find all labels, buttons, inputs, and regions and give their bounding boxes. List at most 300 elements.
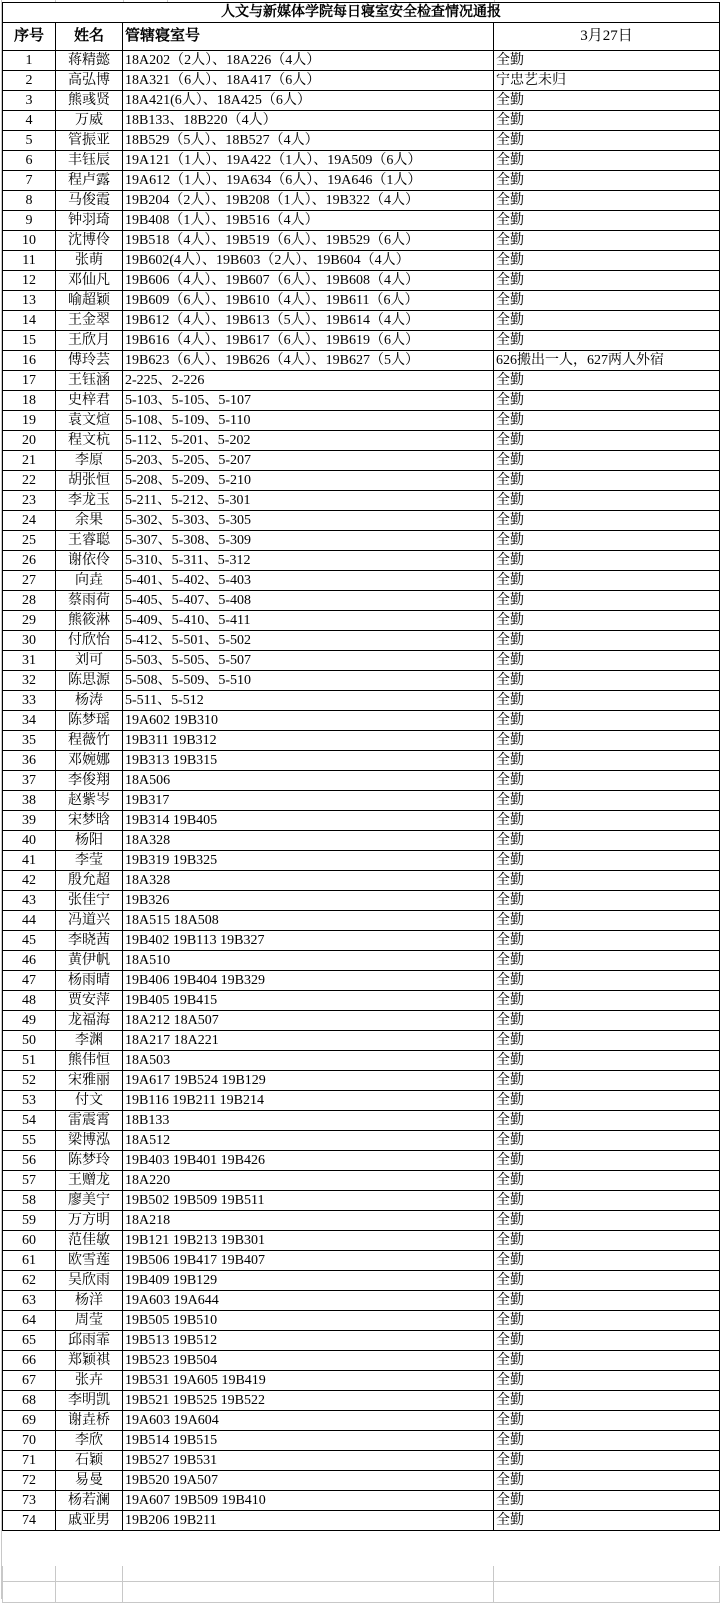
row-index-cell[interactable]: 56 [3, 1151, 56, 1171]
row-status-cell[interactable]: 全勤 [494, 1391, 720, 1411]
row-status-cell[interactable]: 宁忠艺未归 [494, 71, 720, 91]
row-rooms-cell[interactable]: 19B514 19B515 [123, 1431, 494, 1451]
row-rooms-cell[interactable]: 19B408（1人）、19B516（4人） [123, 211, 494, 231]
row-name-cell[interactable]: 陈梦玲 [56, 1151, 123, 1171]
row-status-cell[interactable]: 全勤 [494, 1371, 720, 1391]
report-title-cell[interactable]: 人文与新媒体学院每日寝室安全检查情况通报 [3, 3, 720, 23]
row-name-cell[interactable]: 梁博泓 [56, 1131, 123, 1151]
row-name-cell[interactable]: 李俊翔 [56, 771, 123, 791]
row-index-cell[interactable]: 6 [3, 151, 56, 171]
row-index-cell[interactable]: 27 [3, 571, 56, 591]
row-status-cell[interactable]: 全勤 [494, 491, 720, 511]
row-status-cell[interactable]: 全勤 [494, 1311, 720, 1331]
row-index-cell[interactable]: 51 [3, 1051, 56, 1071]
row-rooms-cell[interactable]: 19B521 19B525 19B522 [123, 1391, 494, 1411]
row-status-cell[interactable]: 626搬出一人，627两人外宿 [494, 351, 720, 371]
row-name-cell[interactable]: 喻超颖 [56, 291, 123, 311]
row-status-cell[interactable]: 全勤 [494, 931, 720, 951]
row-status-cell[interactable]: 全勤 [494, 631, 720, 651]
row-index-cell[interactable]: 35 [3, 731, 56, 751]
row-name-cell[interactable]: 李晓茜 [56, 931, 123, 951]
row-index-cell[interactable]: 41 [3, 851, 56, 871]
row-rooms-cell[interactable]: 19B609（6人）、19B610（4人）、19B611（6人） [123, 291, 494, 311]
row-index-cell[interactable]: 64 [3, 1311, 56, 1331]
row-status-cell[interactable]: 全勤 [494, 1331, 720, 1351]
row-name-cell[interactable]: 万方明 [56, 1211, 123, 1231]
row-name-cell[interactable]: 吴欣雨 [56, 1271, 123, 1291]
row-index-cell[interactable]: 47 [3, 971, 56, 991]
row-status-cell[interactable]: 全勤 [494, 251, 720, 271]
row-index-cell[interactable]: 25 [3, 531, 56, 551]
row-name-cell[interactable]: 范佳敏 [56, 1231, 123, 1251]
row-index-cell[interactable]: 36 [3, 751, 56, 771]
row-status-cell[interactable]: 全勤 [494, 1191, 720, 1211]
row-name-cell[interactable]: 李渊 [56, 1031, 123, 1051]
row-name-cell[interactable]: 沈博伶 [56, 231, 123, 251]
row-rooms-cell[interactable]: 18A218 [123, 1211, 494, 1231]
row-status-cell[interactable]: 全勤 [494, 391, 720, 411]
row-status-cell[interactable]: 全勤 [494, 951, 720, 971]
row-rooms-cell[interactable]: 19B506 19B417 19B407 [123, 1251, 494, 1271]
row-rooms-cell[interactable]: 19B319 19B325 [123, 851, 494, 871]
row-index-cell[interactable]: 11 [3, 251, 56, 271]
row-rooms-cell[interactable]: 19A612（1人）、19A634（6人）、19A646（1人） [123, 171, 494, 191]
row-rooms-cell[interactable]: 5-508、5-509、5-510 [123, 671, 494, 691]
row-status-cell[interactable]: 全勤 [494, 1131, 720, 1151]
row-name-cell[interactable]: 蔡雨荷 [56, 591, 123, 611]
row-name-cell[interactable]: 马俊霞 [56, 191, 123, 211]
row-name-cell[interactable]: 郑颖祺 [56, 1351, 123, 1371]
row-rooms-cell[interactable]: 19B116 19B211 19B214 [123, 1091, 494, 1111]
row-name-cell[interactable]: 戚亚男 [56, 1511, 123, 1531]
row-name-cell[interactable]: 丰钰辰 [56, 151, 123, 171]
row-rooms-cell[interactable]: 19B403 19B401 19B426 [123, 1151, 494, 1171]
row-status-cell[interactable]: 全勤 [494, 151, 720, 171]
row-index-cell[interactable]: 53 [3, 1091, 56, 1111]
row-index-cell[interactable]: 16 [3, 351, 56, 371]
row-name-cell[interactable]: 宋雅丽 [56, 1071, 123, 1091]
row-rooms-cell[interactable]: 5-208、5-209、5-210 [123, 471, 494, 491]
row-status-cell[interactable]: 全勤 [494, 791, 720, 811]
row-index-cell[interactable]: 12 [3, 271, 56, 291]
row-name-cell[interactable]: 王金翠 [56, 311, 123, 331]
row-index-cell[interactable]: 10 [3, 231, 56, 251]
row-index-cell[interactable]: 55 [3, 1131, 56, 1151]
row-index-cell[interactable]: 71 [3, 1451, 56, 1471]
row-index-cell[interactable]: 14 [3, 311, 56, 331]
row-status-cell[interactable]: 全勤 [494, 651, 720, 671]
row-rooms-cell[interactable]: 5-412、5-501、5-502 [123, 631, 494, 651]
row-rooms-cell[interactable]: 5-503、5-505、5-507 [123, 651, 494, 671]
row-rooms-cell[interactable]: 5-103、5-105、5-107 [123, 391, 494, 411]
row-name-cell[interactable]: 胡张恒 [56, 471, 123, 491]
row-index-cell[interactable]: 60 [3, 1231, 56, 1251]
row-name-cell[interactable]: 刘可 [56, 651, 123, 671]
row-status-cell[interactable]: 全勤 [494, 871, 720, 891]
row-rooms-cell[interactable]: 5-203、5-205、5-207 [123, 451, 494, 471]
row-status-cell[interactable]: 全勤 [494, 671, 720, 691]
row-status-cell[interactable]: 全勤 [494, 1431, 720, 1451]
row-rooms-cell[interactable]: 5-405、5-407、5-408 [123, 591, 494, 611]
row-index-cell[interactable]: 20 [3, 431, 56, 451]
row-rooms-cell[interactable]: 19A607 19B509 19B410 [123, 1491, 494, 1511]
row-name-cell[interactable]: 王欣月 [56, 331, 123, 351]
row-rooms-cell[interactable]: 19B623（6人）、19B626（4人）、19B627（5人） [123, 351, 494, 371]
row-name-cell[interactable]: 黄伊帆 [56, 951, 123, 971]
row-status-cell[interactable]: 全勤 [494, 991, 720, 1011]
row-status-cell[interactable]: 全勤 [494, 111, 720, 131]
row-name-cell[interactable]: 廖美宁 [56, 1191, 123, 1211]
row-status-cell[interactable]: 全勤 [494, 231, 720, 251]
row-rooms-cell[interactable]: 19B523 19B504 [123, 1351, 494, 1371]
row-status-cell[interactable]: 全勤 [494, 131, 720, 151]
row-rooms-cell[interactable]: 18A328 [123, 831, 494, 851]
row-name-cell[interactable]: 殷允超 [56, 871, 123, 891]
row-index-cell[interactable]: 15 [3, 331, 56, 351]
row-index-cell[interactable]: 67 [3, 1371, 56, 1391]
row-rooms-cell[interactable]: 19B402 19B113 19B327 [123, 931, 494, 951]
row-index-cell[interactable]: 30 [3, 631, 56, 651]
row-name-cell[interactable]: 张萌 [56, 251, 123, 271]
row-status-cell[interactable]: 全勤 [494, 1031, 720, 1051]
row-rooms-cell[interactable]: 5-302、5-303、5-305 [123, 511, 494, 531]
row-index-cell[interactable]: 49 [3, 1011, 56, 1031]
row-name-cell[interactable]: 付欣怡 [56, 631, 123, 651]
row-rooms-cell[interactable]: 19A121（1人）、19A422（1人）、19A509（6人） [123, 151, 494, 171]
row-rooms-cell[interactable]: 18A328 [123, 871, 494, 891]
row-status-cell[interactable]: 全勤 [494, 531, 720, 551]
header-cell-name[interactable]: 姓名 [56, 23, 123, 51]
row-status-cell[interactable]: 全勤 [494, 1271, 720, 1291]
row-index-cell[interactable]: 40 [3, 831, 56, 851]
row-status-cell[interactable]: 全勤 [494, 551, 720, 571]
row-status-cell[interactable]: 全勤 [494, 311, 720, 331]
row-name-cell[interactable]: 邓婉娜 [56, 751, 123, 771]
row-status-cell[interactable]: 全勤 [494, 1051, 720, 1071]
row-status-cell[interactable]: 全勤 [494, 171, 720, 191]
row-rooms-cell[interactable]: 18A421(6人）、18A425（6人） [123, 91, 494, 111]
row-rooms-cell[interactable]: 19B531 19A605 19B419 [123, 1371, 494, 1391]
row-status-cell[interactable]: 全勤 [494, 591, 720, 611]
row-index-cell[interactable]: 42 [3, 871, 56, 891]
empty-cell[interactable] [494, 1566, 720, 1581]
row-status-cell[interactable]: 全勤 [494, 1491, 720, 1511]
row-status-cell[interactable]: 全勤 [494, 831, 720, 851]
row-index-cell[interactable]: 18 [3, 391, 56, 411]
row-status-cell[interactable]: 全勤 [494, 691, 720, 711]
row-name-cell[interactable]: 张佳宁 [56, 891, 123, 911]
row-name-cell[interactable]: 雷震霄 [56, 1111, 123, 1131]
row-rooms-cell[interactable]: 19B206 19B211 [123, 1511, 494, 1531]
row-name-cell[interactable]: 袁文煊 [56, 411, 123, 431]
header-cell-date[interactable]: 3月27日 [494, 23, 720, 51]
row-name-cell[interactable]: 万威 [56, 111, 123, 131]
row-status-cell[interactable]: 全勤 [494, 751, 720, 771]
row-status-cell[interactable]: 全勤 [494, 1291, 720, 1311]
row-rooms-cell[interactable]: 18A321（6人）、18A417（6人） [123, 71, 494, 91]
row-rooms-cell[interactable]: 18A212 18A507 [123, 1011, 494, 1031]
row-status-cell[interactable]: 全勤 [494, 1071, 720, 1091]
row-status-cell[interactable]: 全勤 [494, 1251, 720, 1271]
row-index-cell[interactable]: 31 [3, 651, 56, 671]
row-name-cell[interactable]: 余果 [56, 511, 123, 531]
row-status-cell[interactable]: 全勤 [494, 271, 720, 291]
row-rooms-cell[interactable]: 19B513 19B512 [123, 1331, 494, 1351]
empty-cell[interactable] [3, 1566, 56, 1581]
row-name-cell[interactable]: 李龙玉 [56, 491, 123, 511]
row-name-cell[interactable]: 李明凯 [56, 1391, 123, 1411]
row-name-cell[interactable]: 熊伟恒 [56, 1051, 123, 1071]
row-index-cell[interactable]: 44 [3, 911, 56, 931]
row-index-cell[interactable]: 46 [3, 951, 56, 971]
header-cell-index[interactable]: 序号 [3, 23, 56, 51]
row-index-cell[interactable]: 23 [3, 491, 56, 511]
row-name-cell[interactable]: 王睿聪 [56, 531, 123, 551]
row-rooms-cell[interactable]: 19B527 19B531 [123, 1451, 494, 1471]
row-rooms-cell[interactable]: 18A202（2人）、18A226（4人） [123, 51, 494, 71]
row-index-cell[interactable]: 72 [3, 1471, 56, 1491]
row-name-cell[interactable]: 陈思源 [56, 671, 123, 691]
row-name-cell[interactable]: 易曼 [56, 1471, 123, 1491]
row-index-cell[interactable]: 65 [3, 1331, 56, 1351]
row-index-cell[interactable]: 52 [3, 1071, 56, 1091]
row-rooms-cell[interactable]: 19B204（2人）、19B208（1人）、19B322（4人） [123, 191, 494, 211]
row-name-cell[interactable]: 杨洋 [56, 1291, 123, 1311]
row-name-cell[interactable]: 管振亚 [56, 131, 123, 151]
row-rooms-cell[interactable]: 19B518（4人）、19B519（6人）、19B529（6人） [123, 231, 494, 251]
row-name-cell[interactable]: 谢垚桥 [56, 1411, 123, 1431]
row-rooms-cell[interactable]: 19B612（4人）、19B613（5人）、19B614（4人） [123, 311, 494, 331]
row-name-cell[interactable]: 李莹 [56, 851, 123, 871]
row-index-cell[interactable]: 26 [3, 551, 56, 571]
row-rooms-cell[interactable]: 19B409 19B129 [123, 1271, 494, 1291]
row-index-cell[interactable]: 33 [3, 691, 56, 711]
row-rooms-cell[interactable]: 19B616（4人）、19B617（6人）、19B619（6人） [123, 331, 494, 351]
row-index-cell[interactable]: 61 [3, 1251, 56, 1271]
row-rooms-cell[interactable]: 18A515 18A508 [123, 911, 494, 931]
row-index-cell[interactable]: 62 [3, 1271, 56, 1291]
row-status-cell[interactable]: 全勤 [494, 1231, 720, 1251]
row-name-cell[interactable]: 熊彧贤 [56, 91, 123, 111]
empty-cell[interactable] [56, 1566, 123, 1581]
row-index-cell[interactable]: 17 [3, 371, 56, 391]
row-index-cell[interactable]: 2 [3, 71, 56, 91]
row-name-cell[interactable]: 龙福海 [56, 1011, 123, 1031]
row-index-cell[interactable]: 43 [3, 891, 56, 911]
row-status-cell[interactable]: 全勤 [494, 1151, 720, 1171]
row-index-cell[interactable]: 29 [3, 611, 56, 631]
row-status-cell[interactable]: 全勤 [494, 411, 720, 431]
row-status-cell[interactable]: 全勤 [494, 711, 720, 731]
row-index-cell[interactable]: 5 [3, 131, 56, 151]
row-name-cell[interactable]: 付文 [56, 1091, 123, 1111]
row-rooms-cell[interactable]: 5-409、5-410、5-411 [123, 611, 494, 631]
row-name-cell[interactable]: 程薇竹 [56, 731, 123, 751]
row-index-cell[interactable]: 34 [3, 711, 56, 731]
row-rooms-cell[interactable]: 18A503 [123, 1051, 494, 1071]
row-index-cell[interactable]: 32 [3, 671, 56, 691]
row-status-cell[interactable]: 全勤 [494, 771, 720, 791]
row-name-cell[interactable]: 向垚 [56, 571, 123, 591]
row-status-cell[interactable]: 全勤 [494, 191, 720, 211]
row-rooms-cell[interactable]: 5-307、5-308、5-309 [123, 531, 494, 551]
row-rooms-cell[interactable]: 18A510 [123, 951, 494, 971]
row-index-cell[interactable]: 13 [3, 291, 56, 311]
row-index-cell[interactable]: 45 [3, 931, 56, 951]
row-index-cell[interactable]: 58 [3, 1191, 56, 1211]
row-status-cell[interactable]: 全勤 [494, 51, 720, 71]
row-name-cell[interactable]: 张卉 [56, 1371, 123, 1391]
row-index-cell[interactable]: 50 [3, 1031, 56, 1051]
row-rooms-cell[interactable]: 18A217 18A221 [123, 1031, 494, 1051]
row-status-cell[interactable]: 全勤 [494, 91, 720, 111]
row-status-cell[interactable]: 全勤 [494, 1211, 720, 1231]
row-status-cell[interactable]: 全勤 [494, 1091, 720, 1111]
row-rooms-cell[interactable]: 5-108、5-109、5-110 [123, 411, 494, 431]
row-status-cell[interactable]: 全勤 [494, 1111, 720, 1131]
row-name-cell[interactable]: 欧雪莲 [56, 1251, 123, 1271]
row-name-cell[interactable]: 陈梦瑶 [56, 711, 123, 731]
row-rooms-cell[interactable]: 19B121 19B213 19B301 [123, 1231, 494, 1251]
row-name-cell[interactable]: 邓仙凡 [56, 271, 123, 291]
row-name-cell[interactable]: 宋梦晗 [56, 811, 123, 831]
row-name-cell[interactable]: 杨涛 [56, 691, 123, 711]
row-rooms-cell[interactable]: 19B502 19B509 19B511 [123, 1191, 494, 1211]
row-name-cell[interactable]: 冯道兴 [56, 911, 123, 931]
row-name-cell[interactable]: 李欣 [56, 1431, 123, 1451]
row-name-cell[interactable]: 周莹 [56, 1311, 123, 1331]
row-index-cell[interactable]: 7 [3, 171, 56, 191]
row-rooms-cell[interactable]: 19B602(4人）、19B603（2人）、19B604（4人） [123, 251, 494, 271]
row-rooms-cell[interactable]: 19B405 19B415 [123, 991, 494, 1011]
row-status-cell[interactable]: 全勤 [494, 1171, 720, 1191]
row-status-cell[interactable]: 全勤 [494, 731, 720, 751]
row-status-cell[interactable]: 全勤 [494, 971, 720, 991]
row-status-cell[interactable]: 全勤 [494, 891, 720, 911]
row-rooms-cell[interactable]: 19A602 19B310 [123, 711, 494, 731]
row-status-cell[interactable]: 全勤 [494, 1351, 720, 1371]
row-index-cell[interactable]: 39 [3, 811, 56, 831]
row-rooms-cell[interactable]: 5-401、5-402、5-403 [123, 571, 494, 591]
row-index-cell[interactable]: 69 [3, 1411, 56, 1431]
row-rooms-cell[interactable]: 19A603 19A604 [123, 1411, 494, 1431]
row-rooms-cell[interactable]: 18A512 [123, 1131, 494, 1151]
row-name-cell[interactable]: 谢依伶 [56, 551, 123, 571]
row-name-cell[interactable]: 李原 [56, 451, 123, 471]
row-index-cell[interactable]: 57 [3, 1171, 56, 1191]
row-index-cell[interactable]: 9 [3, 211, 56, 231]
row-rooms-cell[interactable]: 19A603 19A644 [123, 1291, 494, 1311]
row-rooms-cell[interactable]: 19B314 19B405 [123, 811, 494, 831]
row-status-cell[interactable]: 全勤 [494, 331, 720, 351]
row-index-cell[interactable]: 28 [3, 591, 56, 611]
row-index-cell[interactable]: 68 [3, 1391, 56, 1411]
row-name-cell[interactable]: 石颖 [56, 1451, 123, 1471]
row-name-cell[interactable]: 程卢露 [56, 171, 123, 191]
row-status-cell[interactable]: 全勤 [494, 291, 720, 311]
row-name-cell[interactable]: 王钰涵 [56, 371, 123, 391]
row-rooms-cell[interactable]: 19B326 [123, 891, 494, 911]
row-status-cell[interactable]: 全勤 [494, 851, 720, 871]
row-name-cell[interactable]: 史梓君 [56, 391, 123, 411]
row-name-cell[interactable]: 熊筱淋 [56, 611, 123, 631]
row-index-cell[interactable]: 74 [3, 1511, 56, 1531]
row-name-cell[interactable]: 杨雨晴 [56, 971, 123, 991]
row-index-cell[interactable]: 59 [3, 1211, 56, 1231]
row-rooms-cell[interactable]: 19B311 19B312 [123, 731, 494, 751]
row-rooms-cell[interactable]: 5-112、5-201、5-202 [123, 431, 494, 451]
row-name-cell[interactable]: 傅玲芸 [56, 351, 123, 371]
row-rooms-cell[interactable]: 18B529（5人）、18B527（4人） [123, 131, 494, 151]
row-rooms-cell[interactable]: 2-225、2-226 [123, 371, 494, 391]
row-index-cell[interactable]: 73 [3, 1491, 56, 1511]
row-name-cell[interactable]: 高弘博 [56, 71, 123, 91]
row-name-cell[interactable]: 程文杭 [56, 431, 123, 451]
row-status-cell[interactable]: 全勤 [494, 611, 720, 631]
row-name-cell[interactable]: 杨若澜 [56, 1491, 123, 1511]
row-index-cell[interactable]: 37 [3, 771, 56, 791]
row-status-cell[interactable]: 全勤 [494, 1411, 720, 1431]
header-cell-rooms[interactable]: 管辖寝室号 [123, 23, 494, 51]
row-index-cell[interactable]: 8 [3, 191, 56, 211]
row-rooms-cell[interactable]: 19B606（4人）、19B607（6人）、19B608（4人） [123, 271, 494, 291]
row-status-cell[interactable]: 全勤 [494, 1451, 720, 1471]
row-name-cell[interactable]: 杨阳 [56, 831, 123, 851]
row-name-cell[interactable]: 钟羽琦 [56, 211, 123, 231]
row-status-cell[interactable]: 全勤 [494, 511, 720, 531]
row-name-cell[interactable]: 赵紫岑 [56, 791, 123, 811]
row-index-cell[interactable]: 19 [3, 411, 56, 431]
row-rooms-cell[interactable]: 5-511、5-512 [123, 691, 494, 711]
row-rooms-cell[interactable]: 5-310、5-311、5-312 [123, 551, 494, 571]
row-index-cell[interactable]: 70 [3, 1431, 56, 1451]
row-rooms-cell[interactable]: 18A506 [123, 771, 494, 791]
row-index-cell[interactable]: 1 [3, 51, 56, 71]
row-index-cell[interactable]: 54 [3, 1111, 56, 1131]
row-status-cell[interactable]: 全勤 [494, 571, 720, 591]
row-index-cell[interactable]: 24 [3, 511, 56, 531]
row-index-cell[interactable]: 48 [3, 991, 56, 1011]
row-name-cell[interactable]: 王赠龙 [56, 1171, 123, 1191]
row-status-cell[interactable]: 全勤 [494, 211, 720, 231]
row-status-cell[interactable]: 全勤 [494, 471, 720, 491]
row-rooms-cell[interactable]: 19B313 19B315 [123, 751, 494, 771]
row-status-cell[interactable]: 全勤 [494, 451, 720, 471]
row-status-cell[interactable]: 全勤 [494, 1471, 720, 1491]
row-name-cell[interactable]: 邱雨霏 [56, 1331, 123, 1351]
row-rooms-cell[interactable]: 19B317 [123, 791, 494, 811]
row-name-cell[interactable]: 蒋精懿 [56, 51, 123, 71]
row-index-cell[interactable]: 22 [3, 471, 56, 491]
empty-cell[interactable] [123, 1566, 494, 1581]
row-index-cell[interactable]: 66 [3, 1351, 56, 1371]
row-status-cell[interactable]: 全勤 [494, 1011, 720, 1031]
row-rooms-cell[interactable]: 5-211、5-212、5-301 [123, 491, 494, 511]
row-index-cell[interactable]: 38 [3, 791, 56, 811]
row-status-cell[interactable]: 全勤 [494, 1511, 720, 1531]
row-status-cell[interactable]: 全勤 [494, 431, 720, 451]
row-index-cell[interactable]: 63 [3, 1291, 56, 1311]
row-rooms-cell[interactable]: 18B133 [123, 1111, 494, 1131]
row-rooms-cell[interactable]: 19A617 19B524 19B129 [123, 1071, 494, 1091]
row-rooms-cell[interactable]: 19B505 19B510 [123, 1311, 494, 1331]
row-rooms-cell[interactable]: 19B406 19B404 19B329 [123, 971, 494, 991]
row-index-cell[interactable]: 3 [3, 91, 56, 111]
row-status-cell[interactable]: 全勤 [494, 371, 720, 391]
row-rooms-cell[interactable]: 18B133、18B220（4人） [123, 111, 494, 131]
row-index-cell[interactable]: 4 [3, 111, 56, 131]
row-name-cell[interactable]: 贾安萍 [56, 991, 123, 1011]
